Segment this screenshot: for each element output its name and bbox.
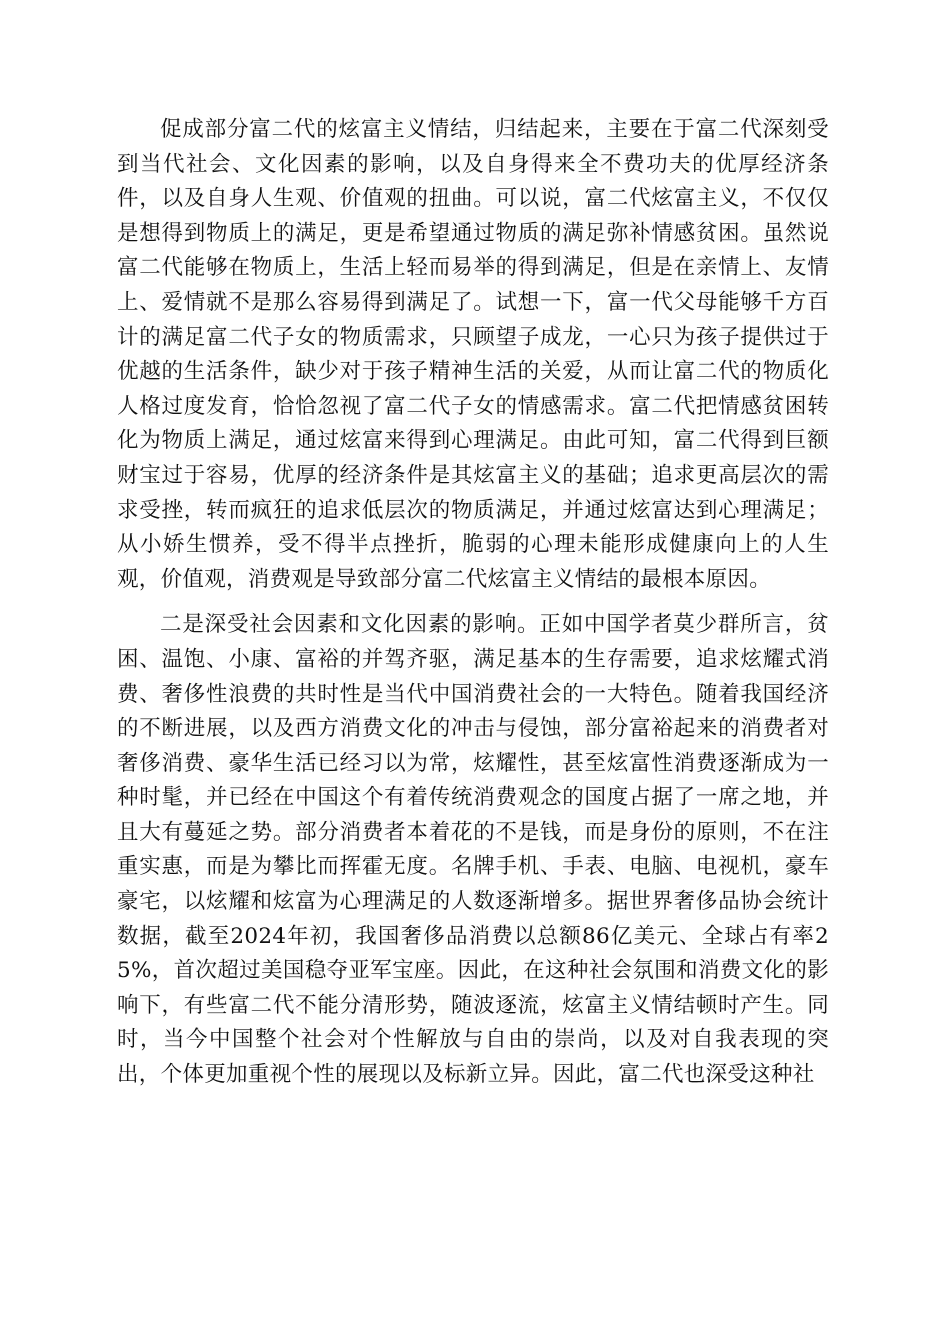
paragraph-1: 促成部分富二代的炫富主义情结，归结起来，主要在于富二代深刻受到当代社会、文化因素的影响，以及自身得来全不费功夫的优厚经济条件，以及自身人生观、价值观的扭曲。可以说，富二代炫富主义，不仅仅是想得到物质上的满足，更是希望通过物质的满足弥补情感贫困。虽然说富二代能够在物质上，生活上轻而易举的得到满足，但是在亲情上、友情上、爱情就不是那么容易得到满足了。试想一下，富一代父母能够千方百计的满足富二代子女的物质需求，只顾望子成龙，一心只为孩子提供过于优越的生活条件，缺少对于孩子精神生活的关爱，从而让富二代的物质化人格过度发育，恰恰忽视了富二代子女的情感需求。富二代把情感贫困转化为物质上满足，通过炫富来得到心理满足。由此可知，富二代得到巨额财宝过于容易，优厚的经济条件是其炫富主义的基础；追求更高层次的需求受挫，转而疯狂的追求低层次的物质满足，并通过炫富达到心理满足；从小娇生惯养，受不得半点挫折，脆弱的心理未能形成健康向上的人生观，价值观，消费观是导致部分富二代炫富主义情结的最根本原因。	[117, 117, 829, 592]
paragraph-2: 二是深受社会因素和文化因素的影响。正如中国学者莫少群所言，贫困、温饱、小康、富裕的并驾齐驱，满足基本的生存需要，追求炫耀式消费、奢侈性浪费的共时性是当代中国消费社会的一大特色。随着我国经济的不断进展，以及西方消费文化的冲击与侵蚀，部分富裕起来的消费者对奢侈消费、豪华生活已经习以为常，炫耀性，甚至炫富性消费逐渐成为一种时髦，并已经在中国这个有着传统消费观念的国度占据了一席之地，并且大有蔓延之势。部分消费者本着花的不是钱，而是身份的原则，不在注重实惠，而是为攀比而挥霍无度。名牌手机、手表、电脑、电视机，豪车豪宅，以炫耀和炫富为心理满足的人数逐渐增多。据世界奢侈品协会统计数据，截至2024年初，我国奢侈品消费以总额86亿美元、全球占有率25%，首次超过美国稳夺亚军宝座。因此，在这种社会氛围和消费文化的影响下，有些富二代不能分清形势，随波逐流，炫富主义情结顿时产生。同时，当今中国整个社会对个性解放与自由的崇尚，以及对自我表现的突出，个体更加重视个性的展现以及标新立异。因此，富二代也深受这种社	[117, 612, 829, 1088]
document-body	[117, 113, 829, 1093]
